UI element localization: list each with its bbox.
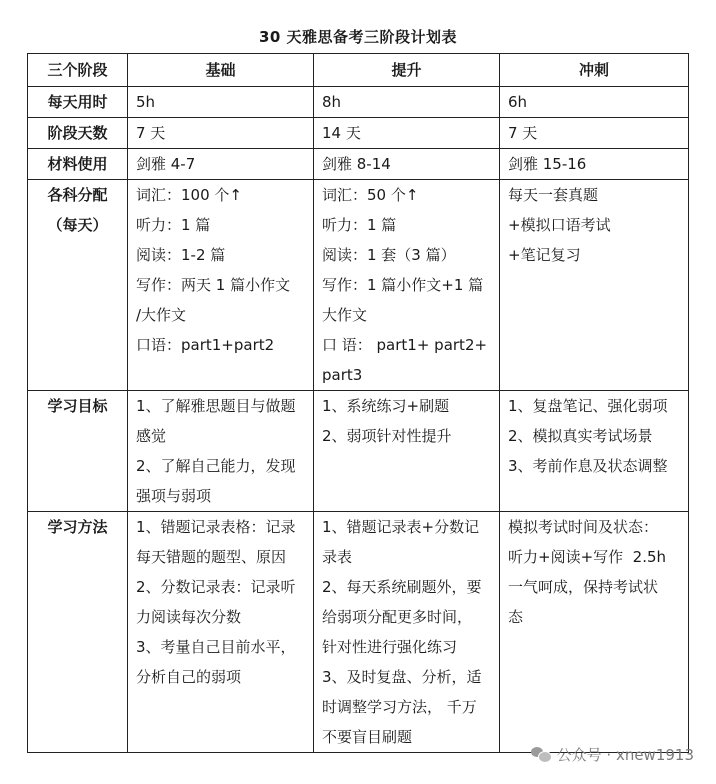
- cell-line: 不要盲目刷题: [322, 728, 413, 746]
- cell-line: 每天一套真题: [508, 186, 599, 204]
- cell-stage-days-improve: [314, 118, 500, 149]
- header-cell-sprint: 冲刺: [500, 54, 689, 87]
- cell-materials-sprint: [500, 149, 689, 180]
- cell-study-methods-sprint: [500, 512, 689, 753]
- cell-study-goals-sprint: [500, 391, 689, 512]
- cell-line: 词汇：100 个↑: [136, 186, 242, 204]
- cell-line: 5h: [136, 93, 156, 111]
- table-row-subject-allocation: [28, 180, 689, 391]
- cell-line: 2、了解自己能力，发现: [136, 457, 296, 475]
- cell-line: 模拟考试时间及状态：: [508, 518, 659, 536]
- cell-line: 14 天: [322, 124, 361, 142]
- cell-line: 词汇：50 个↑: [322, 186, 419, 204]
- header-cell-improve: 提升: [314, 54, 500, 87]
- cell-line: 态: [508, 608, 524, 626]
- cell-line: 写作：1 篇小作文+1 篇: [322, 276, 484, 294]
- cell-daily-hours-improve: [314, 87, 500, 118]
- cell-line: 口 语： part1+ part2+: [322, 336, 488, 354]
- plan-table: [27, 53, 689, 753]
- table-row-study-methods: [28, 512, 689, 753]
- cell-line: 8h: [322, 93, 342, 111]
- cell-line: 分析自己的弱项: [136, 668, 242, 686]
- row-header-line: 每天用时: [47, 93, 108, 111]
- cell-line: 6h: [508, 93, 528, 111]
- cell-subject-allocation-basic: [128, 180, 314, 391]
- row-header-line: 学习方法: [47, 518, 108, 536]
- cell-subject-allocation-sprint: [500, 180, 689, 391]
- cell-line: 2、每天系统刷题外，要: [322, 578, 482, 596]
- cell-line: +模拟口语考试: [508, 216, 611, 234]
- cell-line: 2、模拟真实考试场景: [508, 427, 653, 445]
- table-row-study-goals: [28, 391, 689, 512]
- cell-line: 写作：两天 1 篇小作文: [136, 276, 291, 294]
- cell-line: 1、错题记录表格：记录: [136, 518, 296, 536]
- watermark: [531, 741, 694, 767]
- watermark-text: 公众号 · xnew1913: [556, 745, 694, 764]
- cell-line: part3: [322, 366, 363, 384]
- table-row-stage-days: [28, 118, 689, 149]
- cell-line: 针对性进行强化练习: [322, 638, 458, 656]
- cell-line: 每天错题的题型、原因: [136, 548, 287, 566]
- cell-line: 口语：part1+part2: [136, 336, 275, 354]
- row-header-line: 各科分配: [47, 186, 108, 204]
- cell-line: 力阅读每次分数: [136, 608, 242, 626]
- cell-line: +笔记复习: [508, 246, 581, 264]
- cell-line: 剑雅 15-16: [508, 155, 587, 173]
- table-row-daily-hours: [28, 87, 689, 118]
- cell-line: 时调整学习方法， 千万: [322, 698, 477, 716]
- header-row: [28, 54, 689, 87]
- cell-study-goals-basic: [128, 391, 314, 512]
- cell-materials-basic: [128, 149, 314, 180]
- table-title: 30 天雅思备考三阶段计划表: [258, 28, 458, 46]
- row-header-line: 阶段天数: [47, 124, 108, 142]
- cell-line: 听力：1 篇: [322, 216, 397, 234]
- cell-line: 3、及时复盘、分析，适: [322, 668, 482, 686]
- table-row-materials: [28, 149, 689, 180]
- cell-daily-hours-sprint: [500, 87, 689, 118]
- cell-line: 大作文: [322, 306, 368, 324]
- cell-daily-hours-basic: [128, 87, 314, 118]
- cell-study-methods-basic: [128, 512, 314, 753]
- row-header-daily-hours: [28, 87, 128, 118]
- row-header-subject-allocation: [28, 180, 128, 391]
- row-header-stage-days: [28, 118, 128, 149]
- cell-line: 1、了解雅思题目与做题: [136, 397, 296, 415]
- cell-materials-improve: [314, 149, 500, 180]
- cell-line: 2、弱项针对性提升: [322, 427, 452, 445]
- row-header-line: （每天）: [47, 216, 108, 234]
- cell-line: 听力：1 篇: [136, 216, 211, 234]
- cell-line: 一气呵成，保持考试状: [508, 578, 659, 596]
- row-header-line: 学习目标: [47, 397, 108, 415]
- cell-line: 1、复盘笔记、强化弱项: [508, 397, 668, 415]
- cell-line: 2、分数记录表：记录听: [136, 578, 296, 596]
- cell-line: 3、考量自己目前水平，: [136, 638, 296, 656]
- header-cell-stage: 三个阶段: [28, 54, 128, 87]
- cell-line: 剑雅 8-14: [322, 155, 391, 173]
- cell-line: 7 天: [508, 124, 538, 142]
- cell-line: 1、系统练习+刷题: [322, 397, 450, 415]
- header-cell-basic: 基础: [128, 54, 314, 87]
- cell-stage-days-sprint: [500, 118, 689, 149]
- cell-line: 阅读：1 套（3 篇）: [322, 246, 456, 264]
- cell-line: 7 天: [136, 124, 166, 142]
- cell-line: 剑雅 4-7: [136, 155, 196, 173]
- cell-line: 给弱项分配更多时间，: [322, 608, 473, 626]
- cell-study-methods-improve: [314, 512, 500, 753]
- cell-line: 感觉: [136, 427, 167, 445]
- row-header-line: 材料使用: [47, 155, 108, 173]
- row-header-study-methods: [28, 512, 128, 753]
- cell-study-goals-improve: [314, 391, 500, 512]
- row-header-materials: [28, 149, 128, 180]
- cell-line: 强项与弱项: [136, 487, 212, 505]
- cell-line: 听力+阅读+写作 2.5h: [508, 548, 667, 566]
- cell-stage-days-basic: [128, 118, 314, 149]
- cell-line: /大作文: [136, 306, 187, 324]
- cell-line: 3、考前作息及状态调整: [508, 457, 668, 475]
- cell-line: 1、错题记录表+分数记: [322, 518, 480, 536]
- row-header-study-goals: [28, 391, 128, 512]
- cell-line: 录表: [322, 548, 353, 566]
- cell-line: 阅读：1-2 篇: [136, 246, 226, 264]
- cell-subject-allocation-improve: [314, 180, 500, 391]
- wechat-icon: [531, 745, 551, 763]
